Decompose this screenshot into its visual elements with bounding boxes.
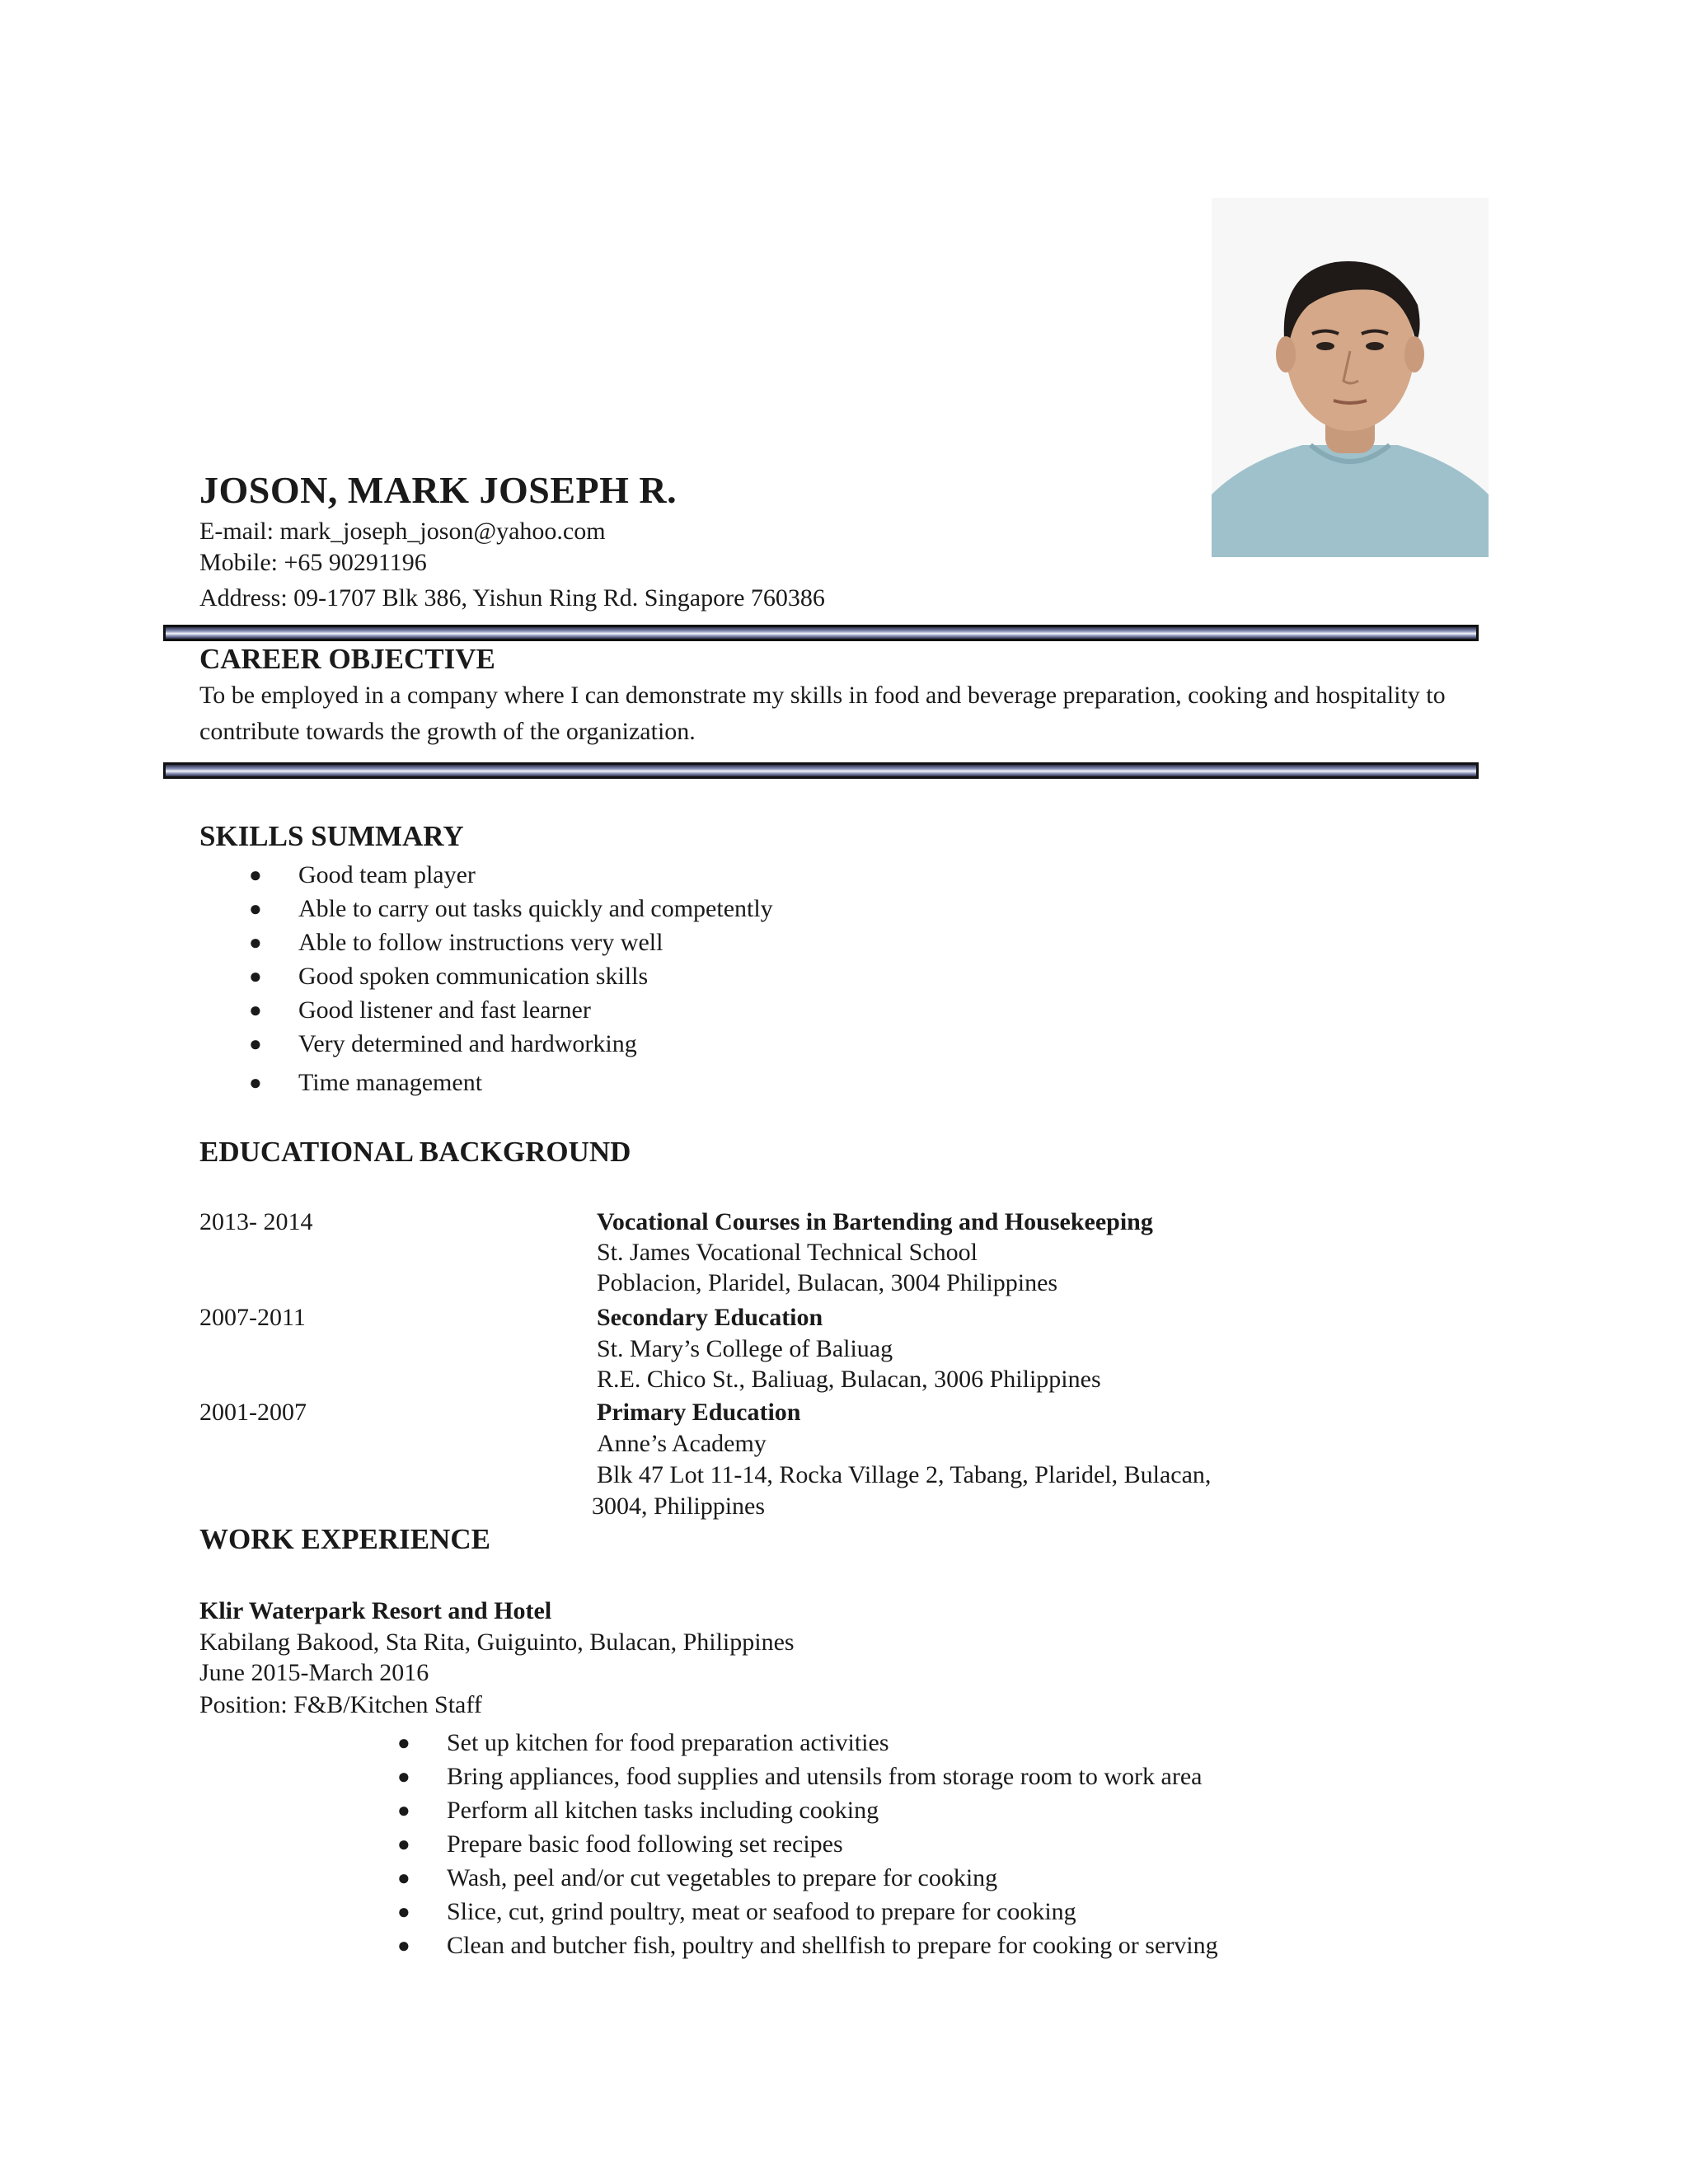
email-line: E-mail: mark_joseph_joson@yahoo.com [199, 518, 606, 545]
duty-item: ● Bring appliances, food supplies and utensils from storage room to work area [447, 1760, 1218, 1793]
education-years: 2013- 2014 [199, 1208, 313, 1235]
education-title: Vocational Courses in Bartending and Housekeeping [597, 1208, 1153, 1235]
education-heading: EDUCATIONAL BACKGROUND [199, 1136, 631, 1168]
education-address-continued: 3004, Philippines [592, 1493, 766, 1520]
duty-item: ● Slice, cut, grind poultry, meat or seafood to prepare for cooking [447, 1895, 1218, 1929]
duty-item: ● Perform all kitchen tasks including cooking [447, 1793, 1218, 1827]
employment-period: June 2015-March 2016 [199, 1659, 429, 1686]
profile-photo [1212, 198, 1489, 557]
education-school: St. Mary’s College of Baliuag [597, 1335, 893, 1362]
mobile-line: Mobile: +65 90291196 [199, 549, 427, 576]
bullet-icon: ● [249, 964, 262, 988]
bullet-icon: ● [397, 1933, 410, 1957]
skills-list [249, 858, 773, 1099]
skill-item: ● Good team player [298, 858, 773, 892]
duties-list [397, 1726, 1218, 1962]
work-experience-heading: WORK EXPERIENCE [199, 1523, 490, 1555]
address-line: Address: 09-1707 Blk 386, Yishun Ring Rd. Singapore 760386 [199, 584, 825, 612]
education-address: R.E. Chico St., Baliuag, Bulacan, 3006 Philippines [597, 1366, 1101, 1393]
company-location: Kabilang Bakood, Sta Rita, Guiguinto, Bulacan, Philippines [199, 1629, 795, 1656]
portrait-image [1212, 198, 1489, 557]
bullet-icon: ● [397, 1866, 410, 1890]
skill-item: ● Able to carry out tasks quickly and competently [298, 892, 773, 926]
bullet-icon: ● [249, 1032, 262, 1056]
company-name: Klir Waterpark Resort and Hotel [199, 1597, 552, 1624]
skill-item: ● Good spoken communication skills [298, 959, 773, 993]
skill-item: ● Very determined and hardworking [298, 1027, 773, 1061]
education-address: Poblacion, Plaridel, Bulacan, 3004 Philippines [597, 1269, 1058, 1296]
bullet-icon: ● [397, 1731, 410, 1755]
bullet-icon: ● [397, 1798, 410, 1822]
skills-summary-heading: SKILLS SUMMARY [199, 820, 464, 852]
education-years: 2007-2011 [199, 1304, 306, 1331]
bullet-icon: ● [397, 1832, 410, 1856]
bullet-icon: ● [249, 998, 262, 1022]
section-divider [163, 625, 1479, 641]
education-address: Blk 47 Lot 11-14, Rocka Village 2, Tabang, Plaridel, Bulacan, [597, 1461, 1212, 1488]
bullet-icon: ● [397, 1900, 410, 1924]
duty-item: ● Wash, peel and/or cut vegetables to prepare for cooking [447, 1861, 1218, 1895]
bullet-icon: ● [397, 1765, 410, 1788]
applicant-name: JOSON, MARK JOSEPH R. [199, 469, 678, 511]
education-school: Anne’s Academy [597, 1430, 767, 1457]
career-objective-heading: CAREER OBJECTIVE [199, 643, 495, 675]
education-years: 2001-2007 [199, 1399, 307, 1426]
bullet-icon: ● [249, 930, 262, 954]
skill-item: ● Time management [298, 1066, 773, 1099]
duty-item: ● Prepare basic food following set recipes [447, 1827, 1218, 1861]
education-school: St. James Vocational Technical School [597, 1239, 978, 1266]
skill-item: ● Good listener and fast learner [298, 993, 773, 1027]
bullet-icon: ● [249, 1071, 262, 1094]
section-divider [163, 762, 1479, 779]
bullet-icon: ● [249, 863, 262, 887]
duty-item: ● Set up kitchen for food preparation activities [447, 1726, 1218, 1760]
bullet-icon: ● [249, 897, 262, 921]
education-title: Secondary Education [597, 1304, 823, 1331]
position-title: Position: F&B/Kitchen Staff [199, 1691, 482, 1718]
skill-item: ● Able to follow instructions very well [298, 926, 773, 959]
duty-item: ● Clean and butcher fish, poultry and shellfish to prepare for cooking or serving [447, 1929, 1218, 1962]
career-objective-text: To be employed in a company where I can demonstrate my skills in food and beverage preparation, cooking and hospitality to contribute towards the growth of the organization. [199, 682, 1446, 745]
education-title: Primary Education [597, 1399, 801, 1426]
